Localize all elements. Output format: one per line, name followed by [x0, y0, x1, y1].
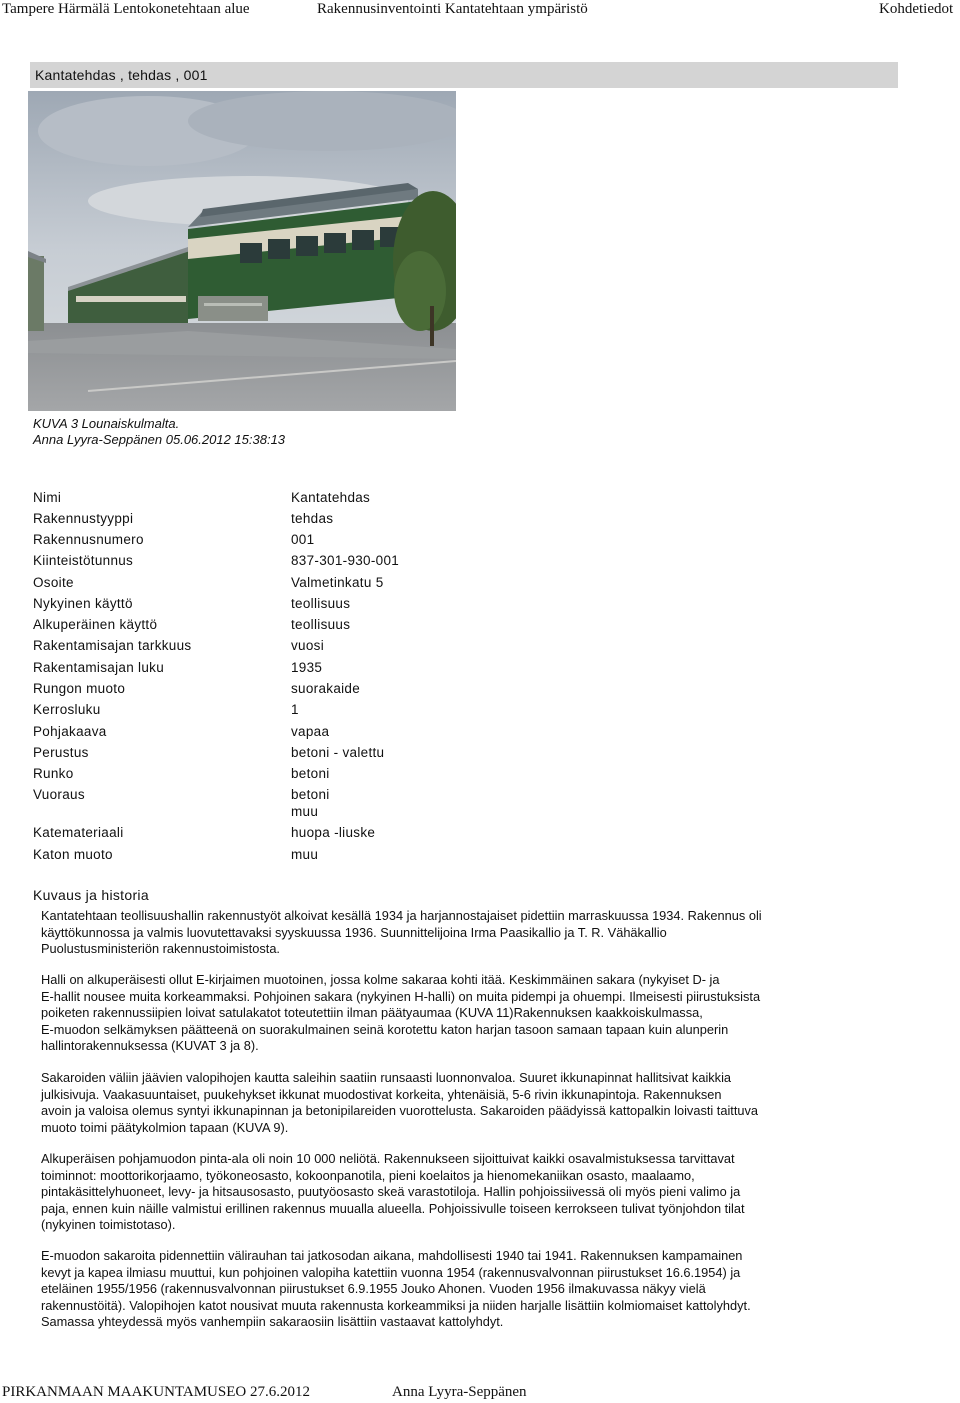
paragraph-line: (nykyinen toimistotaso).: [41, 1217, 176, 1233]
paragraph: [41, 908, 901, 958]
paragraph-line: Alkuperäisen pohjamuodon pinta-ala oli noin 10 000 neliötä. Rakennukseen sijoittuivat kaikki osavalmistuksessa tarvittavat: [41, 1151, 735, 1166]
paragraph-line: Kantatehtaan teollisuushallin rakennustyöt alkoivat kesällä 1934 ja harjannostajaiset pidettiin marraskuussa 1934. Rakennus oli: [41, 908, 762, 923]
paragraph-line: pintakäsittelyhuoneet, levy- ja hitsausosasto, puutyöosasto skeä varastotiloja. Hallin pohjoissiivessä oli myös pieni valimo ja: [41, 1184, 741, 1200]
section-title: Kuvaus ja historia: [33, 887, 149, 903]
field-label: Runko: [33, 766, 74, 781]
paragraph: [41, 1248, 901, 1331]
field-value: 001: [291, 532, 315, 547]
field-label: Rungon muoto: [33, 681, 126, 696]
field-label: Kiinteistötunnus: [33, 553, 134, 568]
field-value: betoni: [291, 766, 330, 781]
field-label: Perustus: [33, 745, 89, 760]
paragraph-line: E-muodon sakaroita pidennettiin välirauhan tai jatkosodan aikana, mahdollisesti 1940 tai 1941. Rakennuksen kampamainen: [41, 1248, 743, 1263]
header-right: Kohdetiedot: [879, 1, 954, 17]
field-value: betoni - valettu: [291, 745, 385, 760]
paragraph-line: käyttökunnossa ja valmis luovutettavaksi syyskuussa 1936. Suunnittelijoina Irma Paasikallio ja T. R. Vähäkallio: [41, 924, 667, 940]
paragraph-line: toiminnot: moottorikorjaamo, työkoneosasto, kokoonpanotila, pieni koelaitos ja hienomekaniikan osasto, maalaamo,: [41, 1167, 695, 1183]
field-label: Katemateriaali: [33, 825, 124, 840]
building-photo: [28, 91, 456, 411]
paragraph-line: muoto toimi päätykolmion tapaan (KUVA 9).: [41, 1119, 289, 1135]
paragraph-line: paja, ennen kuin näille valmistui erillinen rakennus muualla alueella. Pohjoissivulle toiseen kerrokseen tulivat työnjohdon tilat: [41, 1200, 745, 1216]
field-label: Vuoraus: [33, 787, 85, 802]
footer-left: PIRKANMAAN MAAKUNTAMUSEO 27.6.2012: [2, 1384, 310, 1400]
paragraph-line: rakennustöitä). Valopihojen katot nousivat muuta rakennusta korkeammiksi ja niiden harjalle lisättiin kolmiomaiset kattolyhdyt.: [41, 1297, 751, 1313]
field-label: Rakentamisajan luku: [33, 660, 165, 675]
paragraph-line: E-hallit nousee muita korkeammaksi. Pohjoinen sakara (nykyinen H-halli) on muita pidempi ja ohuempi. Ilmeisesti piirustuksista: [41, 988, 761, 1004]
field-label: Alkuperäinen käyttö: [33, 617, 158, 632]
field-label: Katon muoto: [33, 847, 113, 862]
field-value: muu: [291, 847, 319, 862]
caption-line-2: Anna Lyyra-Seppänen 05.06.2012 15:38:13: [33, 432, 286, 447]
field-value: Kantatehdas: [291, 490, 371, 505]
paragraph-line: avoin ja valoisa olemus syntyi ikkunapinnan ja betonipilareiden vuorottelusta. Sakaroiden päädyissä kattopalkin loivasti taittuva: [41, 1103, 759, 1119]
field-value: betoni: [291, 787, 330, 802]
paragraph-line: E-muodon selkämyksen päätteenä on suorakulmainen seinä korotettu katon harjan tasoon samaan tapaan kuin alunperin: [41, 1021, 729, 1037]
field-label: Rakennustyyppi: [33, 511, 134, 526]
title-bar: [30, 62, 898, 88]
paragraph: [41, 1151, 901, 1234]
field-value: Valmetinkatu 5: [291, 575, 384, 590]
paragraph-line: poiketen rakennussiipien loivat satulakatot toteutettiin ilman päätyaumaa (KUVA 11)Rakennuksen kaakkoiskulmassa,: [41, 1005, 703, 1021]
field-value: muu: [291, 804, 319, 819]
footer-right: Anna Lyyra-Seppänen: [392, 1384, 527, 1400]
field-label: Nykyinen käyttö: [33, 596, 133, 611]
field-label: Pohjakaava: [33, 724, 107, 739]
field-value: tehdas: [291, 511, 334, 526]
paragraph-line: Sakaroiden väliin jäävien valopihojen kautta saleihin saatiin runsaasti luonnonvaloa. Suuret ikkunapinnat hallitsivat kaikkia: [41, 1070, 732, 1085]
paragraph-line: julkisivuja. Vaakasuuntaiset, puukehykset ikkunat muodostivat korkeita, yhtenäisiä, 5-6 rivin ikkunapintoja. Rakennuksen: [41, 1086, 722, 1102]
paragraph: [41, 1070, 901, 1136]
field-value: 1: [291, 702, 299, 717]
header-center: Rakennusinventointi Kantatehtaan ympäristö: [317, 1, 588, 17]
field-label: Nimi: [33, 490, 62, 505]
field-value: teollisuus: [291, 617, 351, 632]
paragraph: [41, 972, 901, 1055]
field-value: teollisuus: [291, 596, 351, 611]
caption-line-1: KUVA 3 Lounaiskulmalta.: [33, 416, 180, 431]
paragraph-line: hallintorakennuksessa (KUVAT 3 ja 8).: [41, 1038, 259, 1054]
field-label: Osoite: [33, 575, 74, 590]
paragraph-line: eteläinen 1955/1956 (rakennusvalvonnan piirustukset 6.9.1955 Jouko Ahonen. Vuoden 1956 ilmakuvassa näkyy vielä: [41, 1281, 706, 1297]
page-header: [0, 0, 960, 20]
field-value: huopa -liuske: [291, 825, 376, 840]
field-value: 1935: [291, 660, 323, 675]
field-value: 837-301-930-001: [291, 553, 400, 568]
paragraph-line: Samassa yhteydessä myös vanhempiin sakaraosiin lisättiin vastaavat kattolyhdyt.: [41, 1314, 504, 1330]
paragraph-line: Puolustusministeriön rakennustoimistosta.: [41, 941, 280, 957]
field-label: Kerrosluku: [33, 702, 101, 717]
field-value: suorakaide: [291, 681, 361, 696]
paragraph-line: Halli on alkuperäisesti ollut E-kirjaimen muotoinen, jossa kolme sakaraa kohti itää. Keskimmäinen sakara (nykyiset D- ja: [41, 972, 720, 987]
header-left: Tampere Härmälä Lentokonetehtaan alue: [2, 1, 250, 17]
field-value: vapaa: [291, 724, 330, 739]
field-value: vuosi: [291, 638, 325, 653]
page-title: Kantatehdas , tehdas , 001: [35, 67, 208, 83]
field-label: Rakennusnumero: [33, 532, 144, 547]
paragraph-line: kevyt ja kapea ilmiasu muuttui, kun pohjoinen valopiha katettiin vuonna 1954 (rakennusvalvonnan piirustukset 16.6.1954) ja: [41, 1264, 741, 1280]
field-label: Rakentamisajan tarkkuus: [33, 638, 192, 653]
